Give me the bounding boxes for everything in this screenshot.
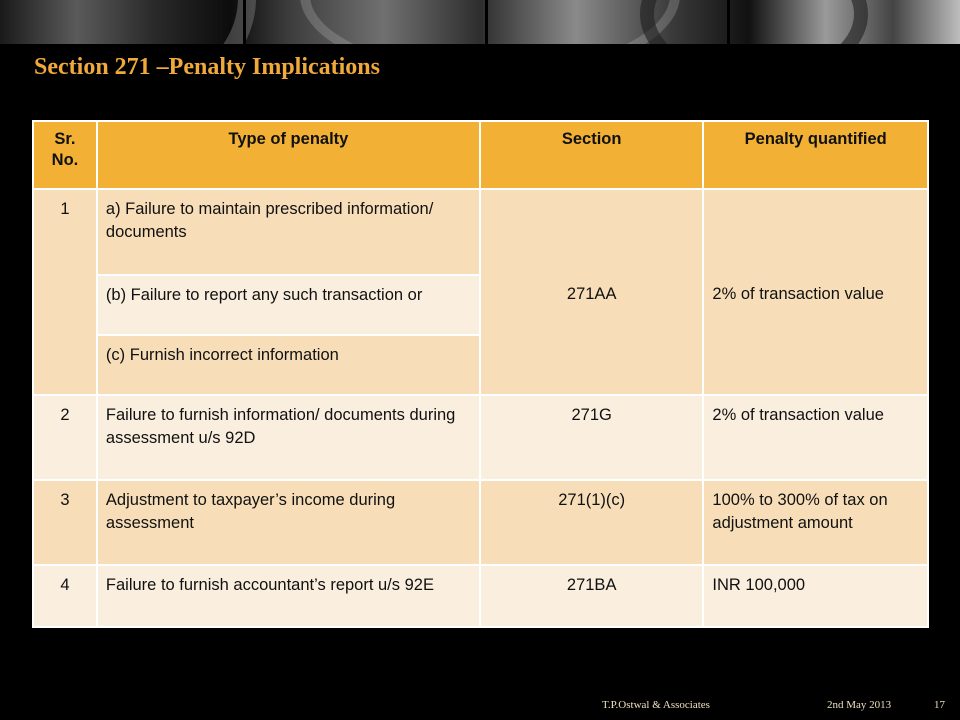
row1-sr-cell: 1 — [33, 189, 97, 395]
row4-sr-cell: 4 — [33, 565, 97, 627]
row2-section-cell: 271G — [480, 395, 703, 480]
row3-penalty-cell: 100% to 300% of tax on adjustment amount — [703, 480, 928, 565]
row4-penalty-cell: INR 100,000 — [703, 565, 928, 627]
slide-title: Section 271 –Penalty Implications — [34, 54, 380, 80]
header-type-of-penalty: Type of penalty — [97, 121, 480, 189]
row1-type-a-cell: a) Failure to maintain prescribed information/ documents — [97, 189, 480, 275]
row1-penalty-cell: 2% of transaction value — [703, 189, 928, 395]
row4-section-cell: 271BA — [480, 565, 703, 627]
footer-date: 2nd May 2013 — [827, 699, 892, 711]
row1-type-c-cell: (c) Furnish incorrect information — [97, 335, 480, 395]
row1-section-cell: 271AA — [480, 189, 703, 395]
row2-type-cell: Failure to furnish information/ documents during assessment u/s 92D — [97, 395, 480, 480]
row3-section-cell: 271(1)(c) — [480, 480, 703, 565]
table-row — [33, 565, 928, 627]
header-banner-image — [0, 0, 960, 44]
row4-type-cell: Failure to furnish accountant’s report u/s 92E — [97, 565, 480, 627]
row1-type-b-cell: (b) Failure to report any such transaction or — [97, 275, 480, 335]
row3-sr-cell: 3 — [33, 480, 97, 565]
header-section: Section — [480, 121, 703, 189]
penalty-table — [32, 120, 929, 628]
row2-sr-cell: 2 — [33, 395, 97, 480]
header-sr-no: Sr. No. — [33, 121, 97, 189]
header-penalty-quantified: Penalty quantified — [703, 121, 928, 189]
table-header-row — [33, 121, 928, 189]
table-row — [33, 395, 928, 480]
table-row — [33, 480, 928, 565]
row3-type-cell: Adjustment to taxpayer’s income during assessment — [97, 480, 480, 565]
row2-penalty-cell: 2% of transaction value — [703, 395, 928, 480]
footer-page-number: 17 — [934, 699, 945, 711]
table-row — [33, 189, 928, 275]
footer-firm-name: T.P.Ostwal & Associates — [602, 699, 710, 711]
